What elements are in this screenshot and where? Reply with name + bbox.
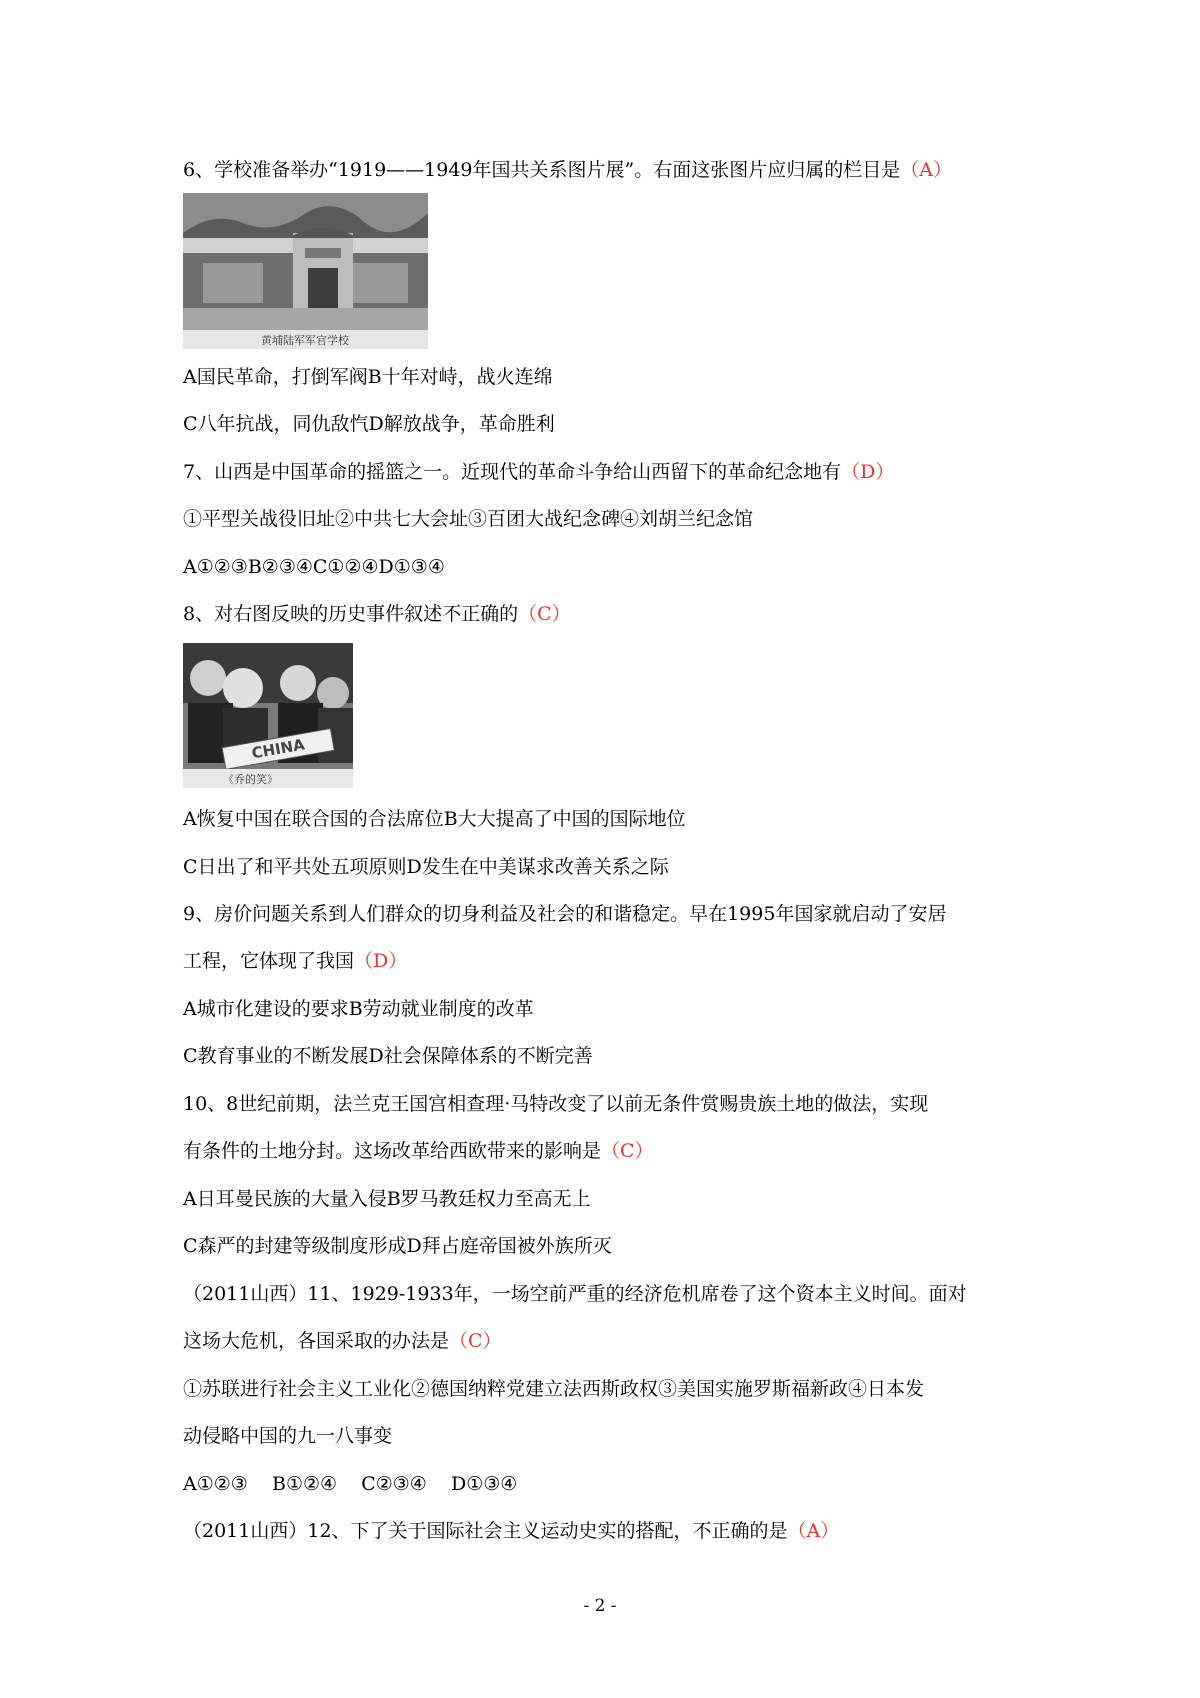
- answer-mark: （D）: [354, 950, 408, 972]
- answer-mark: （D）: [841, 461, 895, 483]
- question-11-options: A①②③ B①②④ C②③④ D①③④: [183, 1473, 518, 1495]
- question-8-options-1: A恢复中国在联合国的合法席位B大大提高了中国的国际地位: [183, 808, 686, 830]
- question-text: 8、对右图反映的历史事件叙述不正确的: [183, 603, 519, 625]
- question-7-items: ①平型关战役旧址②中共七大会址③百团大战纪念碑④刘胡兰纪念馆: [183, 508, 754, 530]
- question-8: [183, 602, 571, 626]
- answer-mark: （C）: [518, 603, 571, 625]
- answer-mark: （C）: [449, 1330, 502, 1352]
- question-10-line-1: 10、8世纪前期，法兰克王国宫相查理·马特改变了以前无条件赏赐贵族土地的做法，实现: [183, 1093, 929, 1115]
- answer-mark: （A）: [787, 1520, 840, 1542]
- photo-caption: 《乔的笑》: [223, 773, 278, 786]
- question-8-options-2: C日出了和平共处五项原则D发生在中美谋求改善关系之际: [183, 856, 669, 878]
- question-11-line-1: （2011山西）11、1929-1933年，一场空前严重的经济危机席卷了这个资本主义时间。面对: [183, 1283, 967, 1305]
- answer-mark: （A）: [900, 159, 952, 181]
- photo-whampoa-academy: [183, 193, 428, 349]
- question-6-options-2: C八年抗战，同仇敌忾D解放战争，革命胜利: [183, 413, 555, 435]
- question-9-line-1: 9、房价问题关系到人们群众的切身利益及社会的和谐稳定。早在1995年国家就启动了安居: [183, 903, 947, 925]
- photo-caption: 黄埔陆军军官学校: [261, 334, 349, 347]
- question-11-items-1: ①苏联进行社会主义工业化②德国纳粹党建立法西斯政权③美国实施罗斯福新政④日本发: [183, 1378, 925, 1400]
- question-text: 有条件的土地分封。这场改革给西欧带来的影响是: [183, 1140, 602, 1162]
- question-9-line-2: [183, 949, 407, 973]
- question-text: 6、学校准备举办“1919——1949年国共关系图片展”。右面这张图片应归属的栏目是: [183, 159, 901, 181]
- question-text: 7、山西是中国革命的摇篮之一。近现代的革命斗争给山西留下的革命纪念地有: [183, 461, 842, 483]
- photo-qiao-smile: [183, 643, 353, 788]
- question-10-options-2: C森严的封建等级制度形成D拜占庭帝国被外族所灭: [183, 1235, 612, 1257]
- question-9-options-2: C教育事业的不断发展D社会保障体系的不断完善: [183, 1045, 593, 1067]
- answer-mark: （C）: [601, 1140, 654, 1162]
- question-6-options-1: A国民革命，打倒军阀B十年对峙，战火连绵: [183, 366, 553, 388]
- photo-sign-text: CHINA: [250, 735, 306, 763]
- question-10-options-1: A日耳曼民族的大量入侵B罗马教廷权力至高无上: [183, 1188, 591, 1210]
- question-text: （2011山西）12、下了关于国际社会主义运动史实的搭配，不正确的是: [183, 1520, 788, 1542]
- question-12: [183, 1519, 839, 1543]
- question-text: 工程，它体现了我国: [183, 950, 355, 972]
- question-7-options: A①②③B②③④C①②④D①③④: [183, 556, 445, 578]
- question-6: [183, 158, 952, 182]
- question-text: 这场大危机，各国采取的办法是: [183, 1330, 450, 1352]
- question-10-line-2: [183, 1139, 654, 1163]
- question-9-options-1: A城市化建设的要求B劳动就业制度的改革: [183, 998, 534, 1020]
- page-number: - 2 -: [583, 1596, 617, 1616]
- question-11-line-2: [183, 1329, 502, 1353]
- question-11-items-2: 动侵略中国的九一八事变: [183, 1425, 393, 1447]
- question-7: [183, 460, 894, 484]
